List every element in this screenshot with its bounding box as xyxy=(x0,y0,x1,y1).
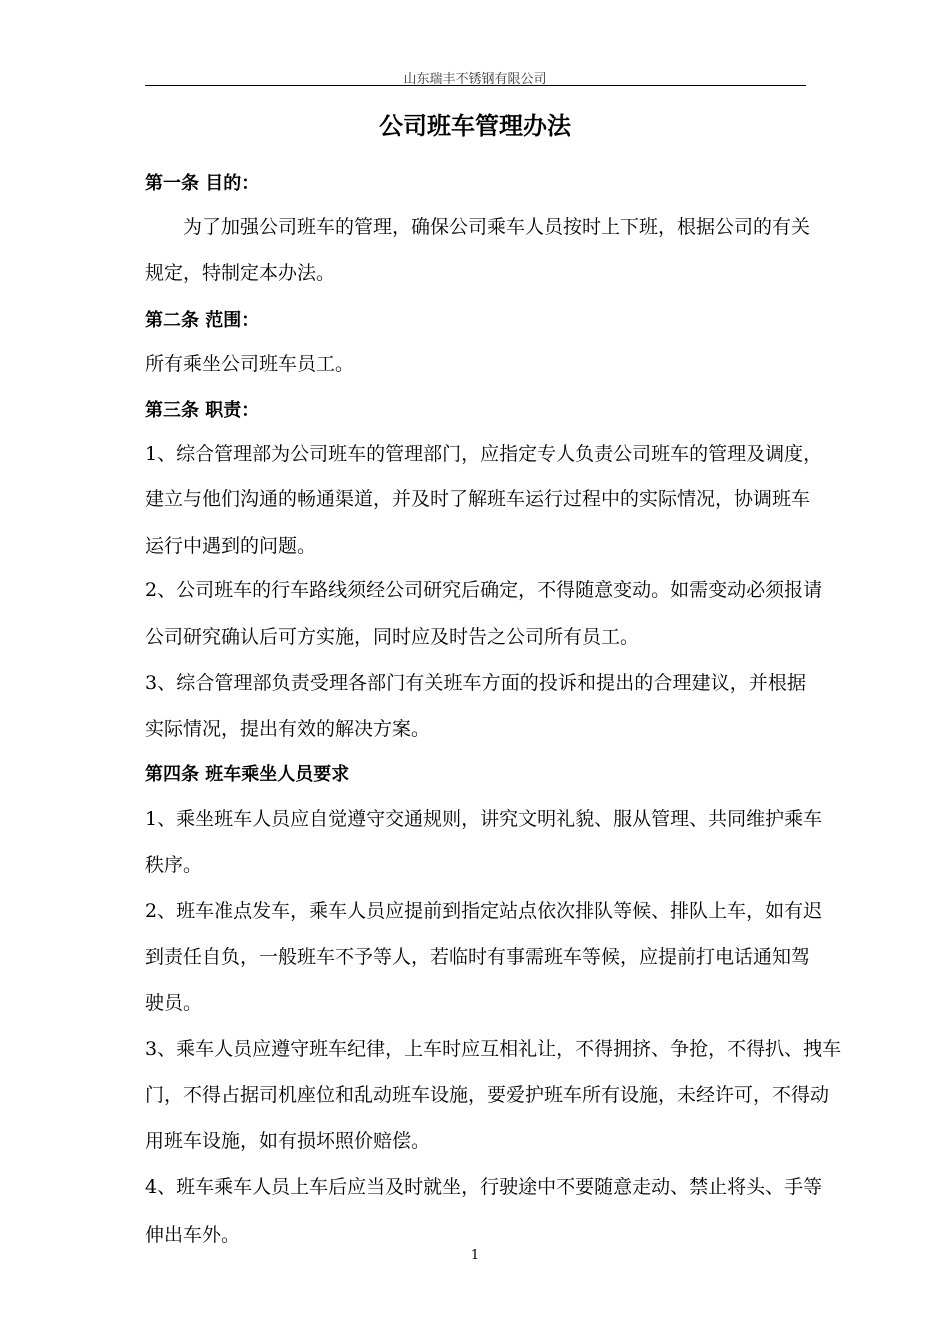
paragraph-line: 2、班车准点发车，乘车人员应提前到指定站点依次排队等候、排队上车，如有迟 xyxy=(145,900,823,922)
paragraph-line: 到责任自负，一般班车不予等人，若临时有事需班车等候，应提前打电话通知驾 xyxy=(145,946,811,968)
paragraph-line: 建立与他们沟通的畅通渠道，并及时了解班车运行过程中的实际情况，协调班车 xyxy=(145,488,811,510)
paragraph-line: 公司研究确认后可方实施，同时应及时告之公司所有员工。 xyxy=(145,626,640,648)
header-rule xyxy=(145,85,806,86)
section-heading: 第四条 班车乘坐人员要求 xyxy=(145,764,350,785)
paragraph-line: 3、乘车人员应遵守班车纪律，上车时应互相礼让，不得拥挤、争抢，不得扒、拽车 xyxy=(145,1038,842,1060)
paragraph-line: 秩序。 xyxy=(145,854,203,876)
paragraph-line: 1、综合管理部为公司班车的管理部门，应指定专人负责公司班车的管理及调度， xyxy=(145,443,823,465)
document-title: 公司班车管理办法 xyxy=(379,112,571,140)
paragraph-line: 用班车设施，如有损坏照价赔偿。 xyxy=(145,1130,431,1152)
paragraph-line: 1、乘坐班车人员应自觉遵守交通规则，讲究文明礼貌、服从管理、共同维护乘车 xyxy=(145,808,823,830)
paragraph-line: 门，不得占据司机座位和乱动班车设施，要爱护班车所有设施，未经许可，不得动 xyxy=(145,1084,830,1106)
page-header: 山东瑞丰不锈钢有限公司 xyxy=(403,72,547,87)
section-heading: 第一条 目的： xyxy=(145,173,260,194)
section-heading: 第三条 职责： xyxy=(145,400,260,421)
paragraph-line: 规定，特制定本办法。 xyxy=(145,262,336,284)
page-number: 1 xyxy=(470,1248,480,1263)
paragraph-line: 运行中遇到的问题。 xyxy=(145,535,317,557)
paragraph-line: 3、综合管理部负责受理各部门有关班车方面的投诉和提出的合理建议，并根据 xyxy=(145,672,806,694)
paragraph-line: 伸出车外。 xyxy=(145,1224,241,1246)
section-heading: 第二条 范围： xyxy=(145,310,260,331)
paragraph-line: 为了加强公司班车的管理，确保公司乘车人员按时上下班，根据公司的有关 xyxy=(183,216,811,238)
paragraph-line: 所有乘坐公司班车员工。 xyxy=(145,353,355,375)
paragraph-line: 4、班车乘车人员上车后应当及时就坐，行驶途中不要随意走动、禁止将头、手等 xyxy=(145,1176,823,1198)
paragraph-line: 驶员。 xyxy=(145,992,203,1014)
paragraph-line: 2、公司班车的行车路线须经公司研究后确定，不得随意变动。如需变动必须报请 xyxy=(145,579,823,601)
paragraph-line: 实际情况，提出有效的解决方案。 xyxy=(145,718,431,740)
